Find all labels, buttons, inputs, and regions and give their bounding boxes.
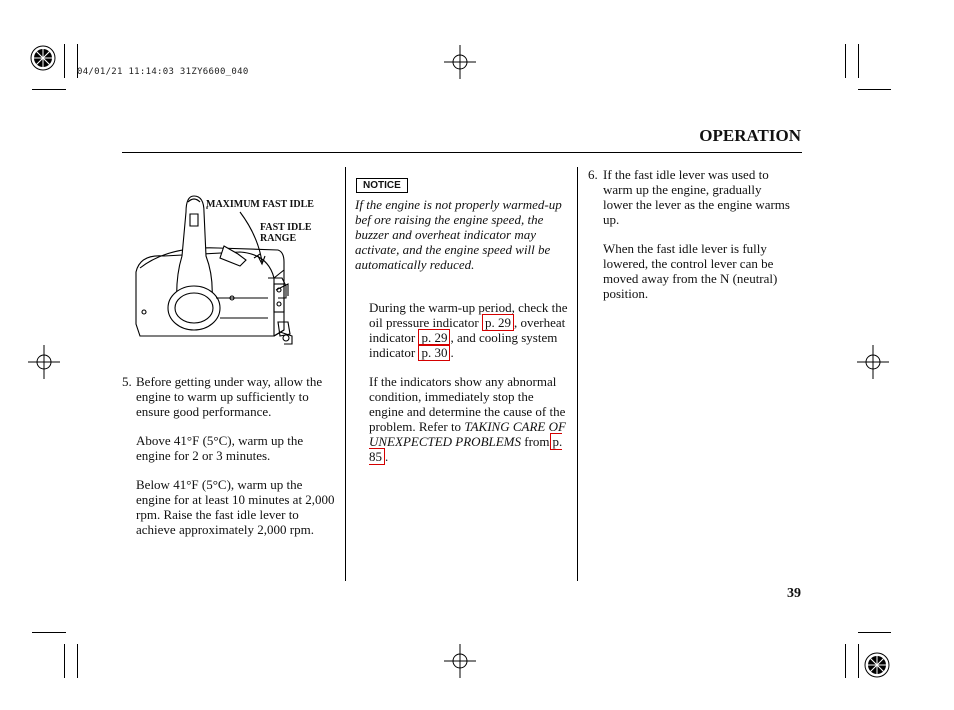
abnormal-from: from: [524, 434, 550, 449]
step-6-text: If the fast idle lever was used to warm up the engine, gradually lower the lever as the engine warms up.: [603, 167, 790, 227]
caption-fast-idle-range-2: RANGE: [260, 233, 297, 244]
step-5-text: Before getting under way, allow the engine to warm up sufficiently to ensure good performance.: [136, 374, 323, 419]
abnormal-text-1: If the indicators show any abnormal condition, immediately stop the engine and determine the cause of the problem. Refer to: [369, 374, 566, 434]
abnormal-section-title: TAKING CARE OF UNEXPECTED PROBLEMS: [369, 419, 566, 449]
warmup-text-3: , and cooling system indicator: [369, 330, 558, 360]
print-meta: 04/01/21 11:14:03 31ZY6600_040: [77, 67, 249, 77]
caption-fast-idle-range-1: FAST IDLE: [260, 222, 312, 233]
sunburst-mark-bottom-right: [865, 653, 889, 677]
paragraph-below-41f: Below 41°F (5°C), warm up the engine for at least 10 minutes at 2,000 rpm. Raise the fast idle lever to achieve approximately 2,000 rpm.: [136, 477, 335, 537]
step-6-number: 6.: [588, 167, 598, 182]
header-rule: [122, 152, 802, 153]
paragraph-lever-lowered: When the fast idle lever is fully lowered, the control lever can be moved away from the N (neutral) position.: [603, 241, 778, 301]
page-ref-unexpected-problems[interactable]: p. 85: [369, 434, 563, 464]
sunburst-mark-top-left: [31, 46, 55, 70]
warmup-text-4: .: [450, 345, 454, 360]
column-separator-1: [345, 167, 346, 581]
column-separator-2: [577, 167, 578, 581]
page-ref-oil-pressure[interactable]: p. 29: [482, 314, 514, 331]
notice-text: If the engine is not properly warmed-up bef ore raising the engine speed, the buzzer and overheat indicator may activate, and the engine speed will be automatically reduced.: [355, 197, 562, 272]
crosshair-bottom: [444, 644, 476, 678]
crosshair-left: [28, 345, 60, 379]
caption-maximum-fast-idle: MAXIMUM FAST IDLE: [206, 199, 314, 210]
abnormal-end: .: [385, 449, 389, 464]
step-5-number: 5.: [122, 374, 132, 389]
notice-label: NOTICE: [356, 178, 408, 193]
warmup-text-2: , overheat indicator: [369, 315, 566, 345]
page-ref-overheat[interactable]: p. 29: [418, 329, 450, 346]
section-title: OPERATION: [699, 126, 801, 145]
warmup-text-1: During the warm-up period, check the oil pressure indicator: [369, 300, 568, 330]
crosshair-top: [444, 45, 476, 79]
paragraph-above-41f: Above 41°F (5°C), warm up the engine for 2 or 3 minutes.: [136, 433, 304, 463]
crosshair-right: [857, 345, 889, 379]
page-ref-cooling-system[interactable]: p. 30: [418, 344, 450, 361]
page-number: 39: [787, 586, 801, 601]
abnormal-paragraph: [369, 374, 569, 464]
remote-control-illustration: [128, 186, 338, 352]
warmup-paragraph: [369, 300, 569, 360]
